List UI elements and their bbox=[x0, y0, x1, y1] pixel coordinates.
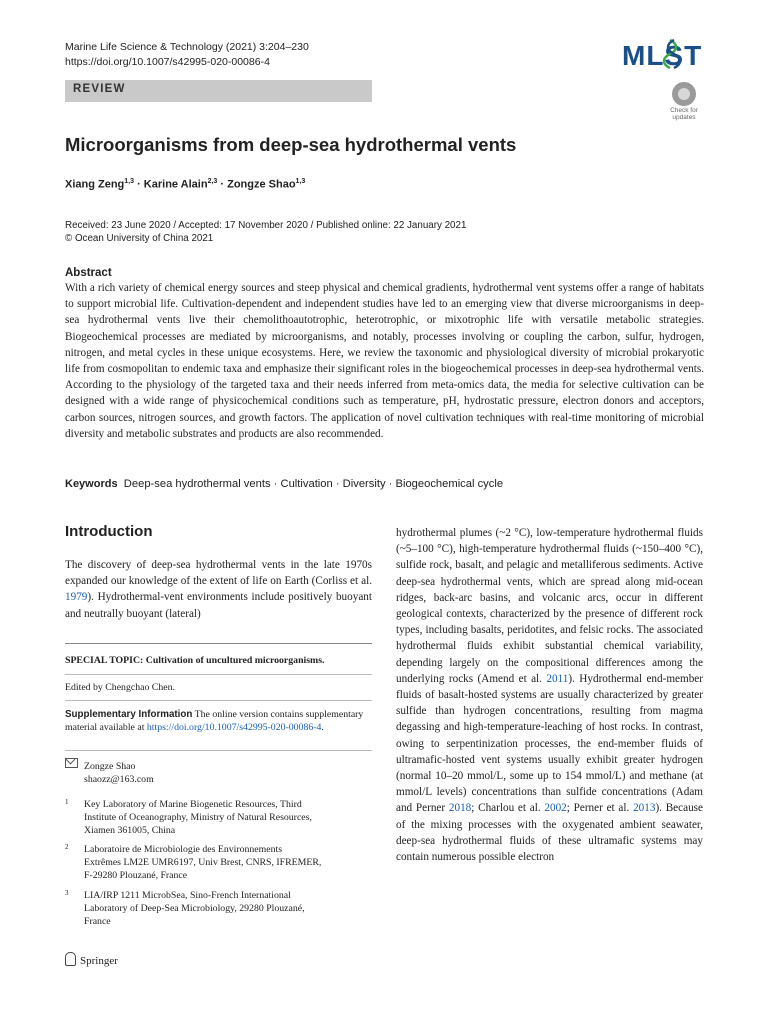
affiliation bbox=[65, 798, 365, 837]
affiliation-line: Extrêmes LM2E UMR6197, Univ Brest, CNRS, IFREMER, bbox=[84, 857, 322, 868]
author-separator: · bbox=[134, 178, 144, 191]
springer-logo-icon bbox=[65, 952, 76, 966]
author-separator: · bbox=[217, 178, 228, 191]
logo-text: MLST bbox=[622, 40, 703, 71]
copyright-line: © Ocean University of China 2021 bbox=[65, 233, 214, 244]
supp-label: Supplementary Information bbox=[65, 709, 193, 720]
author-name[interactable]: Xiang Zeng bbox=[65, 178, 125, 191]
affiliation-line: Laboratoire de Microbiologie des Environnements bbox=[84, 844, 283, 855]
envelope-icon bbox=[65, 758, 78, 768]
author-affiliation-sup: 1,3 bbox=[295, 178, 306, 185]
author-list bbox=[65, 178, 305, 191]
check-updates-icon bbox=[672, 82, 696, 106]
section-label: REVIEW bbox=[73, 83, 126, 95]
keywords bbox=[65, 478, 503, 490]
author-affiliation-sup: 2,3 bbox=[207, 178, 218, 185]
affiliation-line: Laboratory of Deep-Sea Microbiology, 29280 Plouzané, bbox=[84, 903, 305, 914]
affiliation-line: Xiamen 361005, China bbox=[84, 825, 176, 836]
section-banner bbox=[65, 80, 372, 102]
check-for-updates-badge[interactable] bbox=[664, 82, 704, 124]
supp-text: The online version contains supplementary material available at bbox=[65, 709, 364, 733]
abstract-text: With a rich variety of chemical energy sources and steep physical and chemical gradients, hydrothermal vent systems offer a range of habitats to support microbial life. Cultivation-dependent and independent studies have led to an emerging view that diverse microorganisms in deep-sea hydrothermal vents live their chemolithoautotrophic, heterotrophic, or mixotrophic life with versatile metabolic strategies. Biogeochemical processes are mediated by microorganisms, and notably, processes involving or coupling the carbon, sulfur, hydrogen, nitrogen, and metal cycles in these unique ecosystems. Here, we review the taxonomic and physiological diversity of microbial prokaryotic life from cosmopolitan to endemic taxa and emphasize their significant roles in the biogeochemical processes in deep-sea hydrothermal vents. According to the physiology of the targeted taxa and their needs inferred from meta-omics data, the media for selective cultivation can be designed with a wide range of physicochemical conditions such as temperature, pH, hydrostatic pressure, electron donors and acceptors, carbon sources, nitrogen sources, and growth factors. The application of novel cultivation techniques with real-time monitoring of microbial diversity and metabolic substrates and products are also recommended. bbox=[65, 282, 704, 440]
divider bbox=[65, 750, 372, 751]
introduction-heading: Introduction bbox=[65, 523, 153, 540]
body-text: ). Because of the mixing processes with the oxygenated ambient seawater, deep-sea hydrothermal fluids of these ultramafic systems may contain numerous possible electron bbox=[396, 802, 703, 864]
citation-link[interactable]: 2002 bbox=[544, 802, 567, 815]
publication-dates bbox=[65, 219, 466, 245]
affiliation-line: Institute of Oceanography, Ministry of Natural Resources, bbox=[84, 812, 312, 823]
supplementary-info: Supplementary Information The online version contains supplementary material available at https://doi.org/10.1007/s42995-020-00086-4. bbox=[65, 709, 364, 733]
check-updates-label-2: updates bbox=[672, 114, 696, 121]
journal-citation bbox=[65, 40, 309, 70]
affiliation bbox=[65, 843, 365, 882]
affiliation-line: Key Laboratory of Marine Biogenetic Resources, Third bbox=[84, 799, 302, 810]
affiliation-number: 3 bbox=[65, 889, 69, 897]
article-title: Microorganisms from deep-sea hydrothermal vents bbox=[65, 134, 517, 155]
publisher-footer bbox=[65, 952, 118, 967]
affiliation-line: LIA/IRP 1211 MicrobSea, Sino-French International bbox=[84, 890, 291, 901]
special-topic-note: SPECIAL TOPIC: Cultivation of uncultured microorganisms. bbox=[65, 655, 325, 666]
citation-link[interactable]: 2013 bbox=[633, 802, 656, 815]
body-text: ; Charlou et al. bbox=[471, 802, 545, 815]
citation-link[interactable]: 2011 bbox=[546, 672, 569, 685]
divider bbox=[65, 674, 372, 675]
edited-by-note: Edited by Chengchao Chen. bbox=[65, 682, 175, 693]
body-text: ; Perner et al. bbox=[566, 802, 634, 815]
divider bbox=[65, 700, 372, 701]
corr-email[interactable]: shaozz@163.com bbox=[84, 774, 154, 785]
body-text: ). Hydrothermal end-member fluids of basalt-hosted systems are usually characterized by greater sulfide than hydrogen concentrations, resulting from magma degassing and high-temperature-leaching of host rocks. In contrast, owing to serpentinization processes, the end-member fluids of ultramafic-hosted vent systems usually exhibit greater hydrogen (normal 10–20 mmol/L, some up to 154 mmol/L) and methane (at mmol/L levels) concentrations than sulfide concentrations (Adam and Perner bbox=[396, 672, 703, 815]
affiliation bbox=[65, 889, 365, 928]
mlst-logo bbox=[622, 36, 704, 72]
author-affiliation-sup: 1,3 bbox=[124, 178, 135, 185]
corr-name: Zongze Shao bbox=[84, 761, 136, 772]
check-updates-label-1: Check for bbox=[670, 107, 698, 114]
affiliation-number: 1 bbox=[65, 798, 69, 806]
doi-line[interactable]: https://doi.org/10.1007/s42995-020-00086-4 bbox=[65, 56, 270, 68]
corresponding-author bbox=[65, 758, 154, 786]
citation-link[interactable]: 2018 bbox=[448, 802, 472, 815]
journal-title-line: Marine Life Science & Technology (2021) 3:204–230 bbox=[65, 41, 309, 53]
dates-line: Received: 23 June 2020 / Accepted: 17 November 2020 / Published online: 22 January 2021 bbox=[65, 220, 467, 231]
supp-link[interactable]: https://doi.org/10.1007/s42995-020-00086-4 bbox=[146, 722, 322, 733]
citation-link[interactable]: 1979 bbox=[65, 591, 88, 604]
publisher-name: Springer bbox=[80, 955, 118, 967]
intro-text: ). Hydrothermal-vent environments include positively buoyant and neutrally buoyant (lateral) bbox=[65, 591, 372, 620]
keywords-label: Keywords bbox=[65, 478, 118, 490]
affiliation-number: 2 bbox=[65, 843, 69, 851]
keywords-text: Deep-sea hydrothermal vents · Cultivation · Diversity · Biogeochemical cycle bbox=[123, 478, 504, 490]
author-name[interactable]: Karine Alain bbox=[143, 178, 208, 191]
introduction-paragraph bbox=[65, 557, 372, 622]
body-text-right-column bbox=[396, 525, 703, 865]
affiliation-line: France bbox=[84, 916, 111, 927]
intro-text: The discovery of deep-sea hydrothermal vents in the late 1970s expanded our knowledge of the extent of life on Earth (Corliss et al. bbox=[65, 559, 372, 588]
affiliation-line: F-29280 Plouzané, France bbox=[84, 870, 188, 881]
author-name[interactable]: Zongze Shao bbox=[227, 178, 296, 191]
abstract-heading: Abstract bbox=[65, 267, 112, 279]
divider bbox=[65, 643, 372, 644]
body-text: hydrothermal plumes (~2 °C), low-temperature hydrothermal fluids (~5–100 °C), high-temperature hydrothermal fluids (~150–400 °C), sulfide rock, basalt, and pelagic and metalliferous sediments. Active deep-sea hydrothermal vents, which are spread along mid-ocean ridges, back-arc basins, and volcanic arcs, occur in different geological contexts, characterized by the presence of different rock types, including basalts, peridotites, and felsic rocks. The associated hydrothermal fluids exhibit substantial chemical variability, depending largely on the compositional differences among the underlying rocks (Amend et al. bbox=[396, 527, 703, 685]
